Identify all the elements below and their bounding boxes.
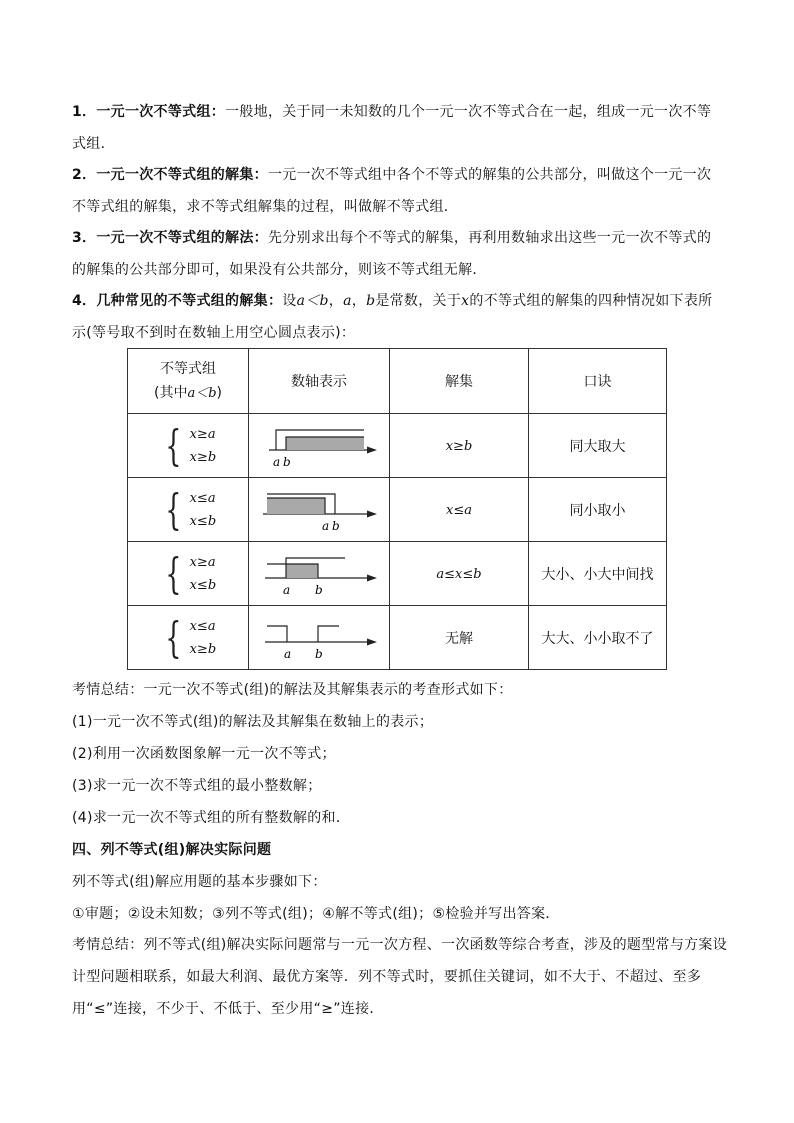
item-2-term: 一元一次不等式组的解集： (96, 167, 268, 183)
rule-cell: 大小、小大中间找 (529, 542, 667, 606)
item-3 (72, 222, 724, 286)
item-4-text-5: 的不等式组的解集的四种情况如下表所示(等号取不到时在数轴上用空心圆点表示)： (72, 293, 713, 341)
item-2-text: 一元一次不等式组中各个不等式的解集的公共部分，叫做这个一元一次不等式组的解集，求不等式组解集的过程，叫做解不等式组． (72, 167, 712, 215)
inequality-2: x≥b (189, 641, 217, 657)
inequality-system (160, 548, 217, 598)
rule-cell: 同小取小 (529, 478, 667, 542)
arrow-icon (367, 446, 377, 453)
solution: a≤x≤b (436, 566, 482, 582)
item-1-text: 一般地，关于同一未知数的几个一元一次不等式合在一起，组成一元一次不等式组． (72, 104, 712, 152)
item-2-number: 2． (72, 167, 97, 183)
number-line-diagram (259, 420, 379, 472)
inequality-1: x≥a (189, 554, 216, 570)
label-a: a (283, 582, 291, 597)
item-3-term: 一元一次不等式组的解法： (96, 230, 268, 246)
number-line-diagram (259, 484, 379, 536)
header-system-line2 (128, 381, 248, 406)
item-4-text-1: 设 (282, 293, 297, 309)
table-row (128, 542, 667, 606)
inequality-table (127, 348, 667, 670)
label-b: b (315, 646, 323, 661)
number-line-diagram (259, 612, 379, 664)
rule-cell: 同大取大 (529, 414, 667, 478)
item-2 (72, 159, 724, 223)
header-numberline: 数轴表示 (249, 349, 390, 414)
inequality-2: x≤b (189, 513, 217, 529)
item-1 (72, 96, 724, 160)
numberline-cell (249, 542, 390, 606)
numberline-cell (249, 478, 390, 542)
label-b: b (332, 518, 340, 533)
numberline-cell (249, 606, 390, 670)
header-system (128, 349, 249, 414)
item-4-text-2: ， (328, 293, 344, 309)
arrow-icon (367, 638, 377, 645)
numberline-cell (249, 414, 390, 478)
solution-shading (286, 437, 364, 450)
solution-cell (390, 414, 529, 478)
exam-form-item: (1)一元一次不等式(组)的解法及其解集在数轴上的表示； (72, 714, 434, 730)
item-4-text-4: 是常数，关于 (375, 293, 462, 309)
arrow-icon (367, 510, 377, 517)
inequality-1: x≥a (189, 426, 216, 442)
brace-icon: { (165, 420, 182, 470)
item-4-condition: a＜b (296, 293, 329, 309)
item-1-term: 一元一次不等式组： (96, 104, 226, 120)
header-system-pre: (其中 (153, 384, 188, 401)
exam-form-item: (2)利用一次函数图象解一元一次不等式； (72, 746, 336, 762)
inequality-system (160, 612, 217, 662)
table-row (128, 478, 667, 542)
item-4-number: 4． (72, 293, 97, 309)
table-row (128, 414, 667, 478)
brace-icon: { (165, 612, 182, 662)
header-solution: 解集 (390, 349, 529, 414)
solution-cell (390, 542, 529, 606)
label-a: a (322, 518, 330, 533)
number-line-diagram (259, 548, 379, 600)
label-a: a (273, 454, 281, 469)
exam-summary-2: 考情总结：列不等式(组)解决实际问题常与一元一次方程、一次函数等综合考查，涉及的题型常与方案设计型问题相联系，如最大利润、最优方案等．列不等式时，要抓住关键词，如不大于、不超过、至多用“≤”连接，不少于、不低于、至少用“≥”连接． (72, 937, 728, 1017)
item-3-text: 先分别求出每个不等式的解集，再利用数轴求出这些一元一次不等式的的解集的公共部分即可，如果没有公共部分，则该不等式组无解． (72, 230, 712, 278)
label-b: b (315, 582, 323, 597)
header-system-line1: 不等式组 (160, 360, 216, 377)
system-cell (128, 542, 249, 606)
system-cell (128, 478, 249, 542)
inequality-system (160, 484, 217, 534)
system-cell (128, 414, 249, 478)
rule-cell: 大大、小小取不了 (529, 606, 667, 670)
header-system-post: ) (216, 384, 222, 401)
system-cell (128, 606, 249, 670)
ray-b (318, 626, 339, 642)
inequality-1: x≤a (189, 490, 216, 506)
ray-a (267, 626, 287, 642)
inequality-2: x≤b (189, 577, 217, 593)
label-a: a (284, 646, 292, 661)
brace-icon: { (165, 484, 182, 534)
solution-shading (267, 498, 325, 514)
table-row (128, 606, 667, 670)
item-4 (72, 285, 724, 349)
header-system-cond: a＜b (187, 385, 217, 401)
label-b: b (283, 454, 291, 469)
item-4-var-b: b (366, 293, 376, 309)
exam-form-item: (3)求一元一次不等式组的最小整数解； (72, 778, 322, 794)
exam-form-item: (4)求一元一次不等式组的所有整数解的和． (72, 810, 351, 826)
steps-intro: 列不等式(组)解应用题的基本步骤如下： (72, 874, 327, 890)
brace-icon: { (165, 548, 182, 598)
item-4-var-a: a (343, 293, 352, 309)
solution: x≤a (446, 502, 472, 518)
inequality-2: x≥b (189, 449, 217, 465)
steps-list: ①审题；②设未知数；③列不等式(组)；④解不等式(组)；⑤检验并写出答案． (72, 906, 560, 922)
solution: x≥b (445, 438, 473, 454)
header-rule: 口诀 (529, 349, 667, 414)
inequality-1: x≤a (189, 618, 216, 634)
solution-shading (286, 564, 318, 578)
item-4-term: 几种常见的不等式组的解集： (96, 293, 283, 309)
solution-cell: 无解 (390, 606, 529, 670)
solution-cell (390, 478, 529, 542)
section-title: 四、列不等式(组)解决实际问题 (72, 842, 272, 858)
table-header-row (128, 349, 667, 414)
item-1-number: 1． (72, 104, 97, 120)
item-3-number: 3． (72, 230, 97, 246)
arrow-icon (367, 574, 377, 581)
exam-summary-1: 考情总结：一元一次不等式(组)的解法及其解集表示的考查形式如下： (72, 682, 513, 698)
inequality-system (160, 420, 217, 470)
item-4-text-3: ， (351, 293, 367, 309)
item-4-var-x: x (461, 293, 470, 309)
